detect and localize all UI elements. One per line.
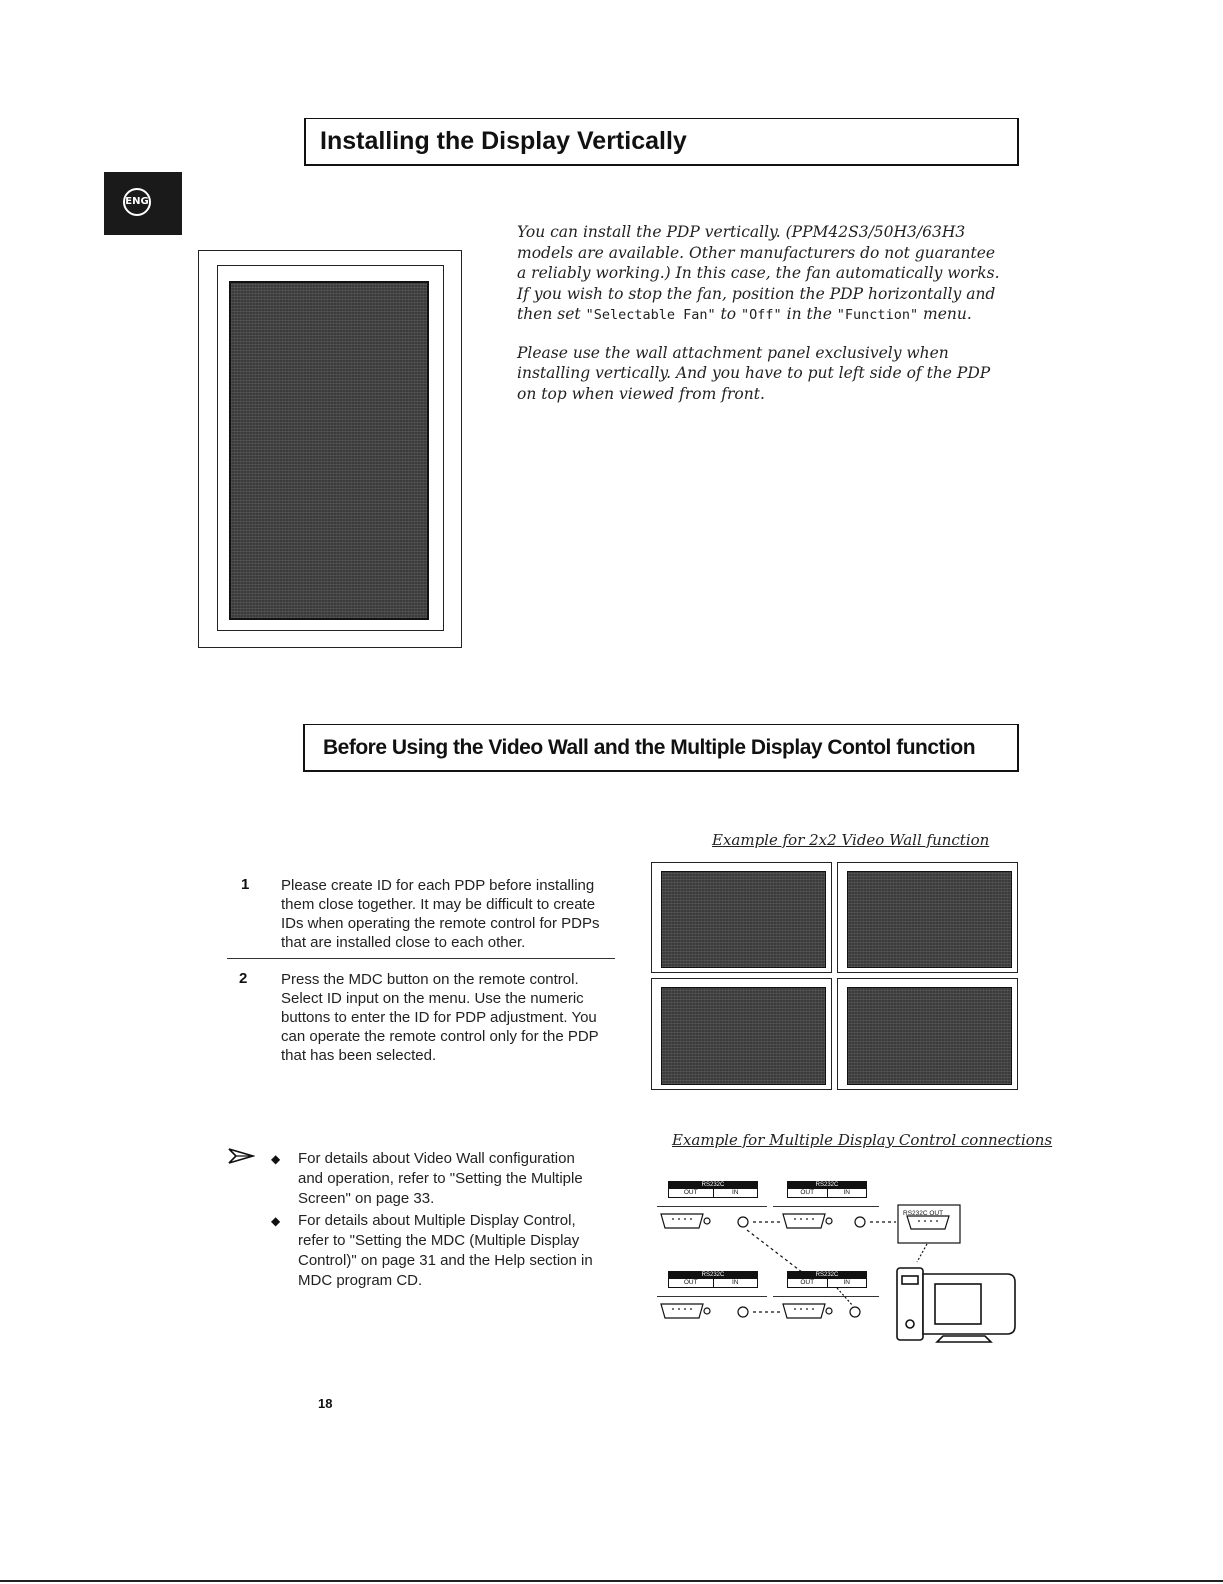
pdp-bezel	[217, 265, 444, 631]
wall-screen	[847, 871, 1012, 968]
intro-text	[517, 222, 1007, 421]
page-bottom-rule	[0, 1580, 1223, 1582]
port-label: RS232C OUT IN	[668, 1271, 758, 1288]
video-wall-2x2	[651, 862, 1018, 1090]
intro-paragraph-2: Please use the wall attachment panel exclusively when installing vertically. And you have to put left side of the PDP on top when viewed from front.	[517, 343, 991, 403]
port-label: RS232C OUT IN	[668, 1181, 758, 1198]
pc-port-label: RS232C OUT	[903, 1210, 944, 1217]
wall-screen	[661, 987, 826, 1085]
intro-paragraph-1: You can install the PDP vertically. (PPM42S3/50H3/63H3 models are available. Other manufacturers do not guarantee a reliably working.) In this case, the fan automatically works. If you wish to stop the fan, position the PDP horizontally and then set "Selectable Fan" to "Off" in the "Function" menu.	[517, 223, 1000, 323]
wall-panel-top-left	[651, 862, 832, 973]
mdc-caption: Example for Multiple Display Control connections	[672, 1131, 1053, 1149]
step-2-number: 2	[239, 970, 248, 987]
pdp-screen	[229, 281, 429, 620]
eng-badge: ENG	[123, 188, 151, 216]
wall-screen	[661, 871, 826, 968]
wall-panel-bottom-right	[837, 978, 1018, 1090]
wall-screen	[847, 987, 1012, 1085]
step-1-text: Please create ID for each PDP before installing them close together. It may be difficult to create IDs when operating the remote control for PDPs that are installed close to each other.	[281, 877, 600, 951]
note-2-text: For details about Multiple Display Control, refer to "Setting the MDC (Multiple Display Control)" on page 31 and the Help section in MDC program CD.	[298, 1212, 593, 1289]
section-title-video-wall: Before Using the Video Wall and the Multiple Display Contol function	[323, 736, 976, 759]
note-arrow-icon	[227, 1147, 255, 1170]
mdc-connection-diagram	[655, 1176, 1020, 1352]
step-2-text: Press the MDC button on the remote control. Select ID input on the menu. Use the numeric buttons to enter the ID for PDP adjustment. You can operate the remote control only for the PDP that has been selected.	[281, 971, 599, 1064]
port-label: RS232C OUT IN	[787, 1271, 867, 1288]
section-title-installing: Installing the Display Vertically	[320, 127, 687, 155]
connector-drawing	[655, 1176, 1020, 1352]
note-1-text: For details about Video Wall configuration and operation, refer to "Setting the Multiple Screen" on page 33.	[298, 1150, 583, 1207]
language-tab	[104, 172, 182, 235]
page-number: 18	[318, 1396, 333, 1411]
step-divider	[227, 958, 615, 959]
bullet-diamond-icon: ◆	[271, 1214, 281, 1228]
wall-panel-top-right	[837, 862, 1018, 973]
video-wall-caption: Example for 2x2 Video Wall function	[712, 831, 990, 849]
wall-panel-bottom-left	[651, 978, 832, 1090]
vertical-pdp-illustration	[198, 250, 462, 648]
step-1-number: 1	[241, 876, 250, 893]
port-label: RS232C OUT IN	[787, 1181, 867, 1198]
bullet-diamond-icon: ◆	[271, 1152, 281, 1166]
